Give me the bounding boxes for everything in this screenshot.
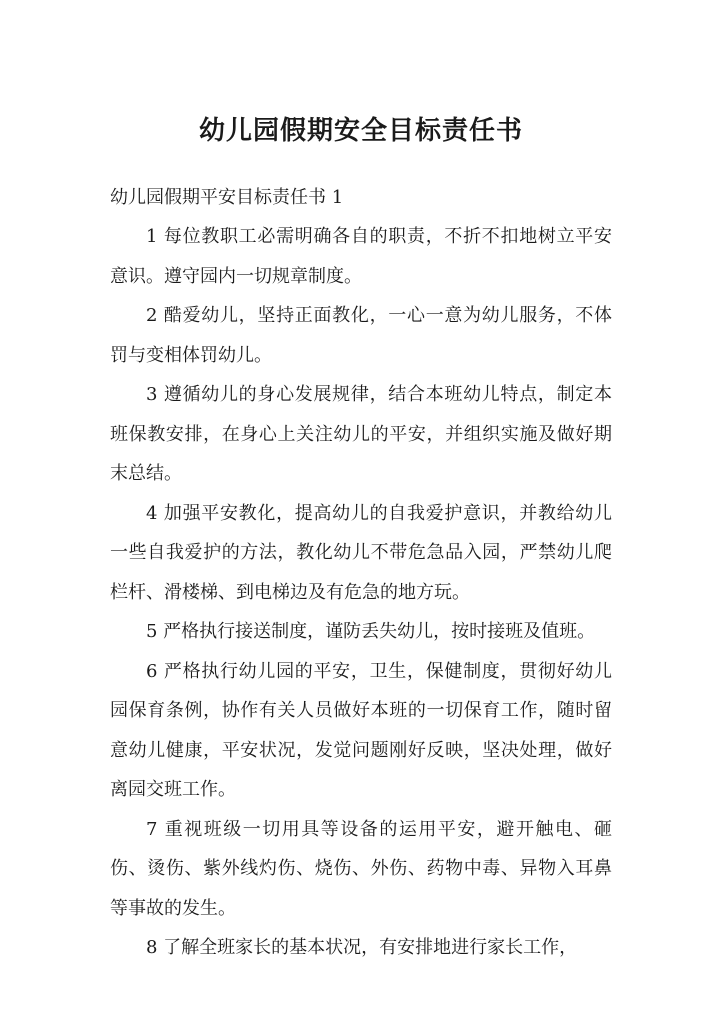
paragraph-2: 2 酷爱幼儿，坚持正面教化，一心一意为幼儿服务，不体罚与变相体罚幼儿。 xyxy=(110,305,612,366)
document-subtitle: 幼儿园假期平安目标责任书 1 xyxy=(110,187,344,208)
paragraph-6: 6 严格执行幼儿园的平安，卫生，保健制度，贯彻好幼儿园保育条例，协作有关人员做好本班的一切保育工作，随时留意幼儿健康，平安状况，发觉问题刚好反映，坚决处理，做好离园交班工作。 xyxy=(110,660,612,800)
paragraph-1: 1 每位教职工必需明确各自的职责，不折不扣地树立平安意识。遵守园内一切规章制度。 xyxy=(110,226,612,287)
paragraph-5: 5 严格执行接送制度，谨防丢失幼儿，按时接班及值班。 xyxy=(146,621,596,642)
paragraph-8: 8 了解全班家长的基本状况，有安排地进行家长工作， xyxy=(146,937,578,958)
paragraph-4: 4 加强平安教化，提高幼儿的自我爱护意识，并教给幼儿一些自我爱护的方法，教化幼儿不带危急品入园，严禁幼儿爬栏杆、滑楼梯、到电梯边及有危急的地方玩。 xyxy=(110,502,612,603)
document-title: 幼儿园假期安全目标责任书 xyxy=(198,116,523,146)
paragraph-7: 7 重视班级一切用具等设备的运用平安，避开触电、砸伤、烫伤、紫外线灼伤、烧伤、外伤、药物中毒、异物入耳鼻等事故的发生。 xyxy=(110,818,612,919)
paragraph-3: 3 遵循幼儿的身心发展规律，结合本班幼儿特点，制定本班保教安排，在身心上关注幼儿的平安，并组织实施及做好期末总结。 xyxy=(110,384,612,484)
